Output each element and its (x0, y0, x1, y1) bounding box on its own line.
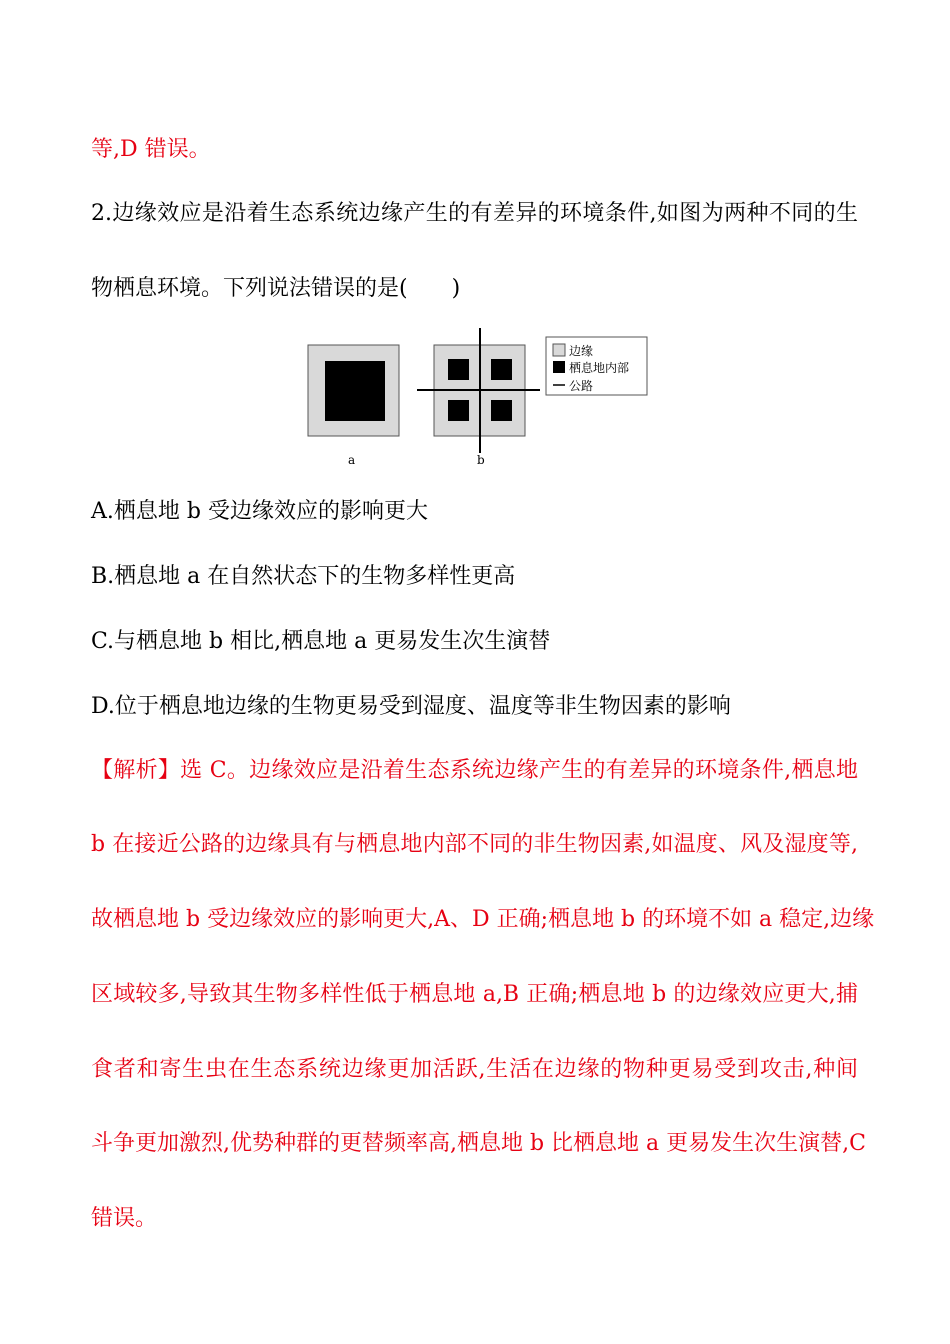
analysis-line-1: 【解析】选 C。边缘效应是沿着生态系统边缘产生的有差异的环境条件,栖息地 (91, 758, 858, 783)
habitat-b-interior-4 (491, 400, 512, 421)
habitat-b-label: b (477, 453, 485, 467)
habitat-b (417, 328, 540, 467)
analysis-line-3: 故栖息地 b 受边缘效应的影响更大,A、D 正确;栖息地 b 的环境不如 a 稳定,边缘 (91, 907, 875, 932)
option-c: C.与栖息地 b 相比,栖息地 a 更易发生次生演替 (91, 629, 551, 654)
option-d: D.位于栖息地边缘的生物更易受到湿度、温度等非生物因素的影响 (91, 694, 731, 719)
habitat-b-interior-2 (491, 359, 512, 380)
analysis-line-5: 食者和寄生虫在生态系统边缘更加活跃,生活在边缘的物种更易受到攻击,种间 (91, 1057, 858, 1082)
habitat-b-interior-3 (448, 400, 469, 421)
legend-edge-swatch (553, 344, 565, 356)
legend-interior-label: 栖息地内部 (569, 361, 630, 375)
question-stem-line-1: 2.边缘效应是沿着生态系统边缘产生的有差异的环境条件,如图为两种不同的生 (91, 201, 858, 226)
analysis-line-6: 斗争更加激烈,优势种群的更替频率高,栖息地 b 比栖息地 a 更易发生次生演替,C (91, 1131, 866, 1156)
habitat-a-label: a (348, 453, 356, 467)
legend-interior-swatch (553, 361, 565, 373)
legend (546, 337, 647, 395)
previous-answer-tail: 等,D 错误。 (91, 137, 211, 162)
habitat-a-interior (325, 361, 385, 421)
habitat-diagram (300, 325, 660, 470)
habitat-figure (300, 325, 660, 470)
habitat-a (308, 345, 399, 467)
legend-road-label: 公路 (569, 379, 594, 393)
analysis-line-2: b 在接近公路的边缘具有与栖息地内部不同的非生物因素,如温度、风及湿度等, (91, 832, 858, 857)
analysis-line-4: 区域较多,导致其生物多样性低于栖息地 a,B 正确;栖息地 b 的边缘效应更大,捕 (91, 982, 858, 1007)
question-stem-line-2: 物栖息环境。下列说法错误的是( ) (91, 276, 461, 301)
analysis-line-7: 错误。 (91, 1206, 158, 1231)
legend-edge-label: 边缘 (569, 344, 594, 358)
option-b: B.栖息地 a 在自然状态下的生物多样性更高 (91, 564, 516, 589)
option-a: A.栖息地 b 受边缘效应的影响更大 (91, 499, 428, 524)
habitat-b-interior-1 (448, 359, 469, 380)
